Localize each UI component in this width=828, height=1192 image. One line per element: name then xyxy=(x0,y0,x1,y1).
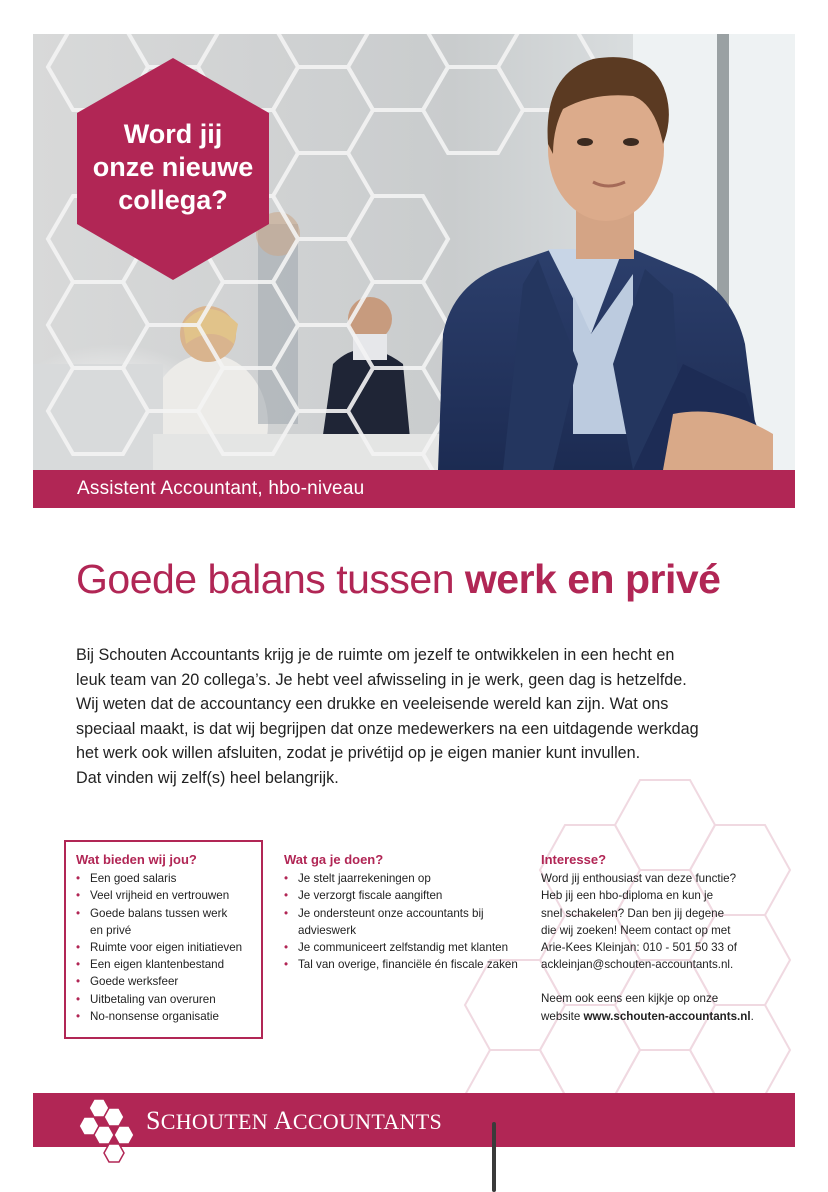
intro-paragraph xyxy=(76,643,756,791)
logo-initial-s: S xyxy=(146,1106,161,1135)
interest-line: Arie-Kees Kleinjan: 010 - 501 50 33 of xyxy=(541,941,737,955)
list-item xyxy=(76,991,242,1008)
bullet-icon: • xyxy=(76,1009,81,1023)
interest-line: Word jij enthousiast van deze functie? xyxy=(541,872,737,886)
list-item-text: Tal van overige, financiële én fiscale zaken xyxy=(298,958,518,972)
list-item-text: Je communiceert zelfstandig met klanten xyxy=(298,941,509,955)
intro-line: speciaal maakt, is dat wij begrijpen dat onze medewerkers na een uitdagende werkdag xyxy=(76,719,699,738)
offer-section xyxy=(76,851,242,1025)
badge-line-2: onze nieuwe xyxy=(92,152,254,182)
website-link[interactable]: www.schouten-accountants.nl xyxy=(583,1009,751,1023)
hero-photo xyxy=(33,34,795,470)
interest-line: die wij zoeken! Neem contact op met xyxy=(541,923,731,937)
bullet-icon: • xyxy=(284,889,289,903)
list-item xyxy=(76,905,242,939)
offer-list xyxy=(76,870,242,1025)
list-item xyxy=(76,1008,242,1025)
list-item xyxy=(76,887,242,904)
badge-line-1: Word jij xyxy=(123,119,223,149)
bullet-icon: • xyxy=(284,941,289,955)
headline-bold: werk en privé xyxy=(464,556,721,602)
hexagon-logo-icon xyxy=(75,1095,141,1165)
list-item-text-continued: en privé xyxy=(90,923,132,937)
list-item-text-continued: advieswerk xyxy=(298,923,356,937)
website-line xyxy=(541,1008,754,1025)
scroll-indicator[interactable] xyxy=(492,1122,496,1192)
headline-normal: Goede balans tussen xyxy=(76,556,465,602)
intro-line: Wij weten dat de accountancy een drukke en veeleisende wereld kan zijn. Wat ons xyxy=(76,695,669,714)
spacer xyxy=(541,973,754,990)
list-item xyxy=(284,956,518,973)
list-item-text: Goede balans tussen werk xyxy=(90,906,228,920)
bullet-icon: • xyxy=(76,906,81,920)
intro-line: Bij Schouten Accountants krijg je de ruimte om jezelf te ontwikkelen in een hecht en xyxy=(76,646,675,664)
job-title: Assistent Accountant, hbo-niveau xyxy=(77,478,365,499)
headline xyxy=(76,556,720,603)
list-item-text: Veel vrijheid en vertrouwen xyxy=(90,889,230,903)
bullet-icon: • xyxy=(284,906,289,920)
bullet-icon: • xyxy=(76,958,81,972)
bullet-icon: • xyxy=(76,992,81,1006)
list-item xyxy=(76,973,242,990)
contact-email[interactable]: ackleinjan@schouten-accountants.nl. xyxy=(541,958,734,972)
website-label: website xyxy=(541,1009,584,1023)
bullet-icon: • xyxy=(284,958,289,972)
badge-line-3: collega? xyxy=(118,185,228,215)
list-item-text: Een eigen klantenbestand xyxy=(90,958,225,972)
company-logo-text xyxy=(146,1106,442,1136)
list-item xyxy=(76,870,242,887)
intro-line: Dat vinden wij zelf(s) heel belangrijk. xyxy=(76,768,339,787)
list-item xyxy=(284,905,518,939)
list-item xyxy=(76,956,242,973)
logo-word-2: CCOUNTANTS xyxy=(292,1109,442,1134)
list-item xyxy=(284,870,518,887)
list-item-text: Een goed salaris xyxy=(90,872,177,886)
job-title-bar xyxy=(33,470,795,508)
bullet-icon: • xyxy=(76,872,81,886)
list-item-text: Goede werksfeer xyxy=(90,975,179,989)
list-item-text: Uitbetaling van overuren xyxy=(90,992,216,1006)
list-item-text: No-nonsense organisatie xyxy=(90,1009,219,1023)
offer-heading: Wat bieden wij jou? xyxy=(76,852,197,867)
list-item-text: Je stelt jaarrekeningen op xyxy=(298,872,431,886)
interest-line: snel schakelen? Dan ben jij degene xyxy=(541,906,725,920)
list-item-text: Je ondersteunt onze accountants bij xyxy=(298,906,484,920)
website-intro: Neem ook eens een kijkje op onze xyxy=(541,992,719,1006)
tasks-section xyxy=(284,851,518,973)
list-item xyxy=(284,939,518,956)
tasks-list xyxy=(284,870,518,973)
logo-initial-a: A xyxy=(273,1106,293,1135)
tasks-heading: Wat ga je doen? xyxy=(284,852,384,867)
list-item-text: Ruimte voor eigen initiatieven xyxy=(90,941,243,955)
bullet-icon: • xyxy=(76,975,81,989)
bullet-icon: • xyxy=(76,889,81,903)
list-item xyxy=(76,939,242,956)
interest-line: Heb jij een hbo-diploma en kun je xyxy=(541,889,714,903)
website-suffix: . xyxy=(750,1009,754,1023)
list-item xyxy=(284,887,518,904)
intro-line: het werk ook willen afsluiten, zodat je privétijd op je eigen manier kunt invullen. xyxy=(76,744,641,763)
list-item-text: Je verzorgt fiscale aangiften xyxy=(298,889,443,903)
interest-heading: Interesse? xyxy=(541,852,607,867)
bullet-icon: • xyxy=(284,872,289,886)
intro-line: leuk team van 20 collega’s. Je hebt veel afwisseling in je werk, geen dag is hetzelfde. xyxy=(76,670,687,689)
logo-word-1: CHOUTEN xyxy=(160,1109,274,1134)
bullet-icon: • xyxy=(76,941,81,955)
interest-section xyxy=(541,851,754,1025)
badge-text xyxy=(73,118,273,217)
